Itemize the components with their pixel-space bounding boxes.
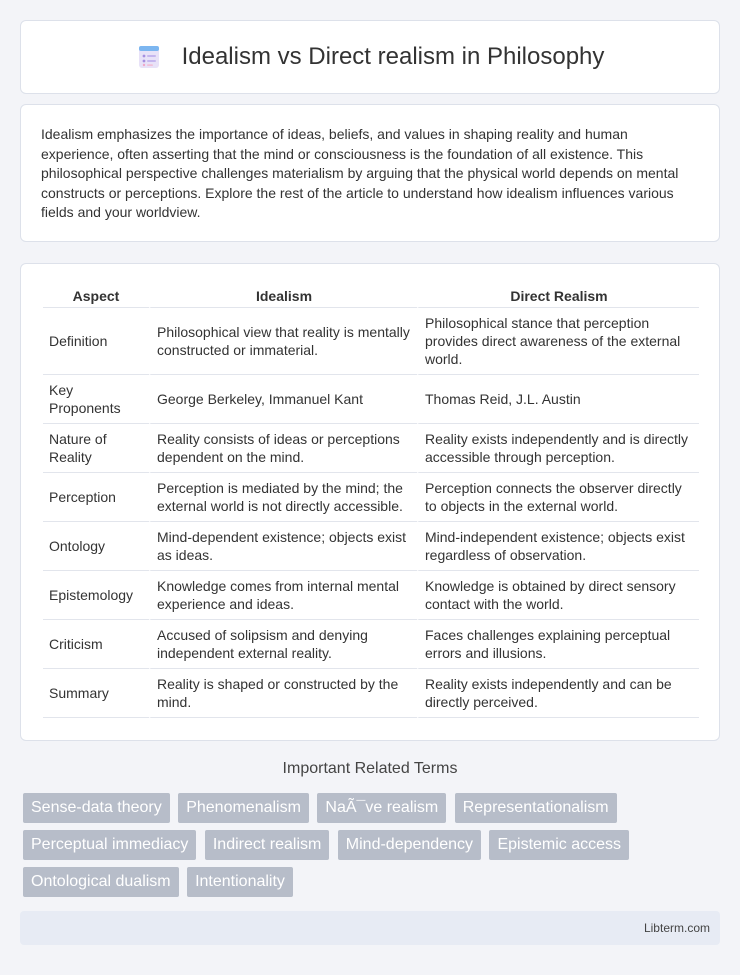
header-idealism: Idealism <box>149 286 417 308</box>
row-idealism: Perception is mediated by the mind; the external world is not directly accessible. <box>149 473 417 522</box>
row-idealism: Reality is shaped or constructed by the mind. <box>149 669 417 718</box>
comparison-table-card <box>20 263 720 741</box>
title-card <box>20 20 720 94</box>
related-term-tag[interactable]: Mind-dependency <box>338 830 481 860</box>
row-aspect: Criticism <box>43 620 149 669</box>
row-aspect: Definition <box>43 308 149 375</box>
table-header-row <box>43 286 699 308</box>
row-direct-realism: Reality exists independently and is directly accessible through perception. <box>417 424 699 473</box>
header-direct-realism: Direct Realism <box>417 286 699 308</box>
row-idealism: George Berkeley, Immanuel Kant <box>149 375 417 424</box>
related-term-tag[interactable]: NaÃ¯ve realism <box>317 793 446 823</box>
row-direct-realism: Philosophical stance that perception provides direct awareness of the external world. <box>417 308 699 375</box>
row-idealism: Mind-dependent existence; objects exist as ideas. <box>149 522 417 571</box>
table-row <box>43 669 699 718</box>
footer-site-link[interactable]: Libterm.com <box>643 921 710 935</box>
related-term-tag[interactable]: Representationalism <box>455 793 617 823</box>
table-row <box>43 620 699 669</box>
table-row <box>43 522 699 571</box>
related-term-tag[interactable]: Sense-data theory <box>23 793 170 823</box>
row-direct-realism: Thomas Reid, J.L. Austin <box>417 375 699 424</box>
table-row <box>43 308 699 375</box>
row-direct-realism: Faces challenges explaining perceptual errors and illusions. <box>417 620 699 669</box>
related-term-tag[interactable]: Epistemic access <box>489 830 629 860</box>
related-terms-title: Important Related Terms <box>282 760 458 777</box>
row-aspect: Epistemology <box>43 571 149 620</box>
header-aspect: Aspect <box>43 286 149 308</box>
row-aspect: Ontology <box>43 522 149 571</box>
table-row <box>43 424 699 473</box>
row-idealism: Accused of solipsism and denying independent external reality. <box>149 620 417 669</box>
document-list-icon <box>136 44 162 70</box>
intro-card <box>20 104 720 242</box>
page-title: Idealism vs Direct realism in Philosophy <box>181 43 605 70</box>
row-aspect: Summary <box>43 669 149 718</box>
row-aspect: Perception <box>43 473 149 522</box>
row-aspect: Key Proponents <box>43 375 149 424</box>
row-direct-realism: Knowledge is obtained by direct sensory contact with the world. <box>417 571 699 620</box>
related-term-tag[interactable]: Ontological dualism <box>23 867 179 897</box>
table-row <box>43 571 699 620</box>
row-idealism: Reality consists of ideas or perceptions dependent on the mind. <box>149 424 417 473</box>
table-row <box>43 375 699 424</box>
related-term-tag[interactable]: Phenomenalism <box>178 793 309 823</box>
footer <box>20 911 720 945</box>
related-term-tag[interactable]: Intentionality <box>187 867 293 897</box>
comparison-table <box>43 286 699 718</box>
row-idealism: Knowledge comes from internal mental experience and ideas. <box>149 571 417 620</box>
row-direct-realism: Reality exists independently and can be directly perceived. <box>417 669 699 718</box>
row-aspect: Nature of Reality <box>43 424 149 473</box>
row-direct-realism: Perception connects the observer directly to objects in the external world. <box>417 473 699 522</box>
related-terms-list <box>23 793 723 904</box>
related-term-tag[interactable]: Indirect realism <box>205 830 329 860</box>
related-term-tag[interactable]: Perceptual immediacy <box>23 830 196 860</box>
row-idealism: Philosophical view that reality is mentally constructed or immaterial. <box>149 308 417 375</box>
table-row <box>43 473 699 522</box>
row-direct-realism: Mind-independent existence; objects exist regardless of observation. <box>417 522 699 571</box>
intro-text: Idealism emphasizes the importance of ideas, beliefs, and values in shaping reality and human experience, often asserting that the mind or consciousness is the foundation of all existence. This philosophical perspective challenges materialism by arguing that the physical world depends on mental constructs or perceptions. Explore the rest of the article to understand how idealism influences various fields and your worldview. <box>41 126 679 220</box>
